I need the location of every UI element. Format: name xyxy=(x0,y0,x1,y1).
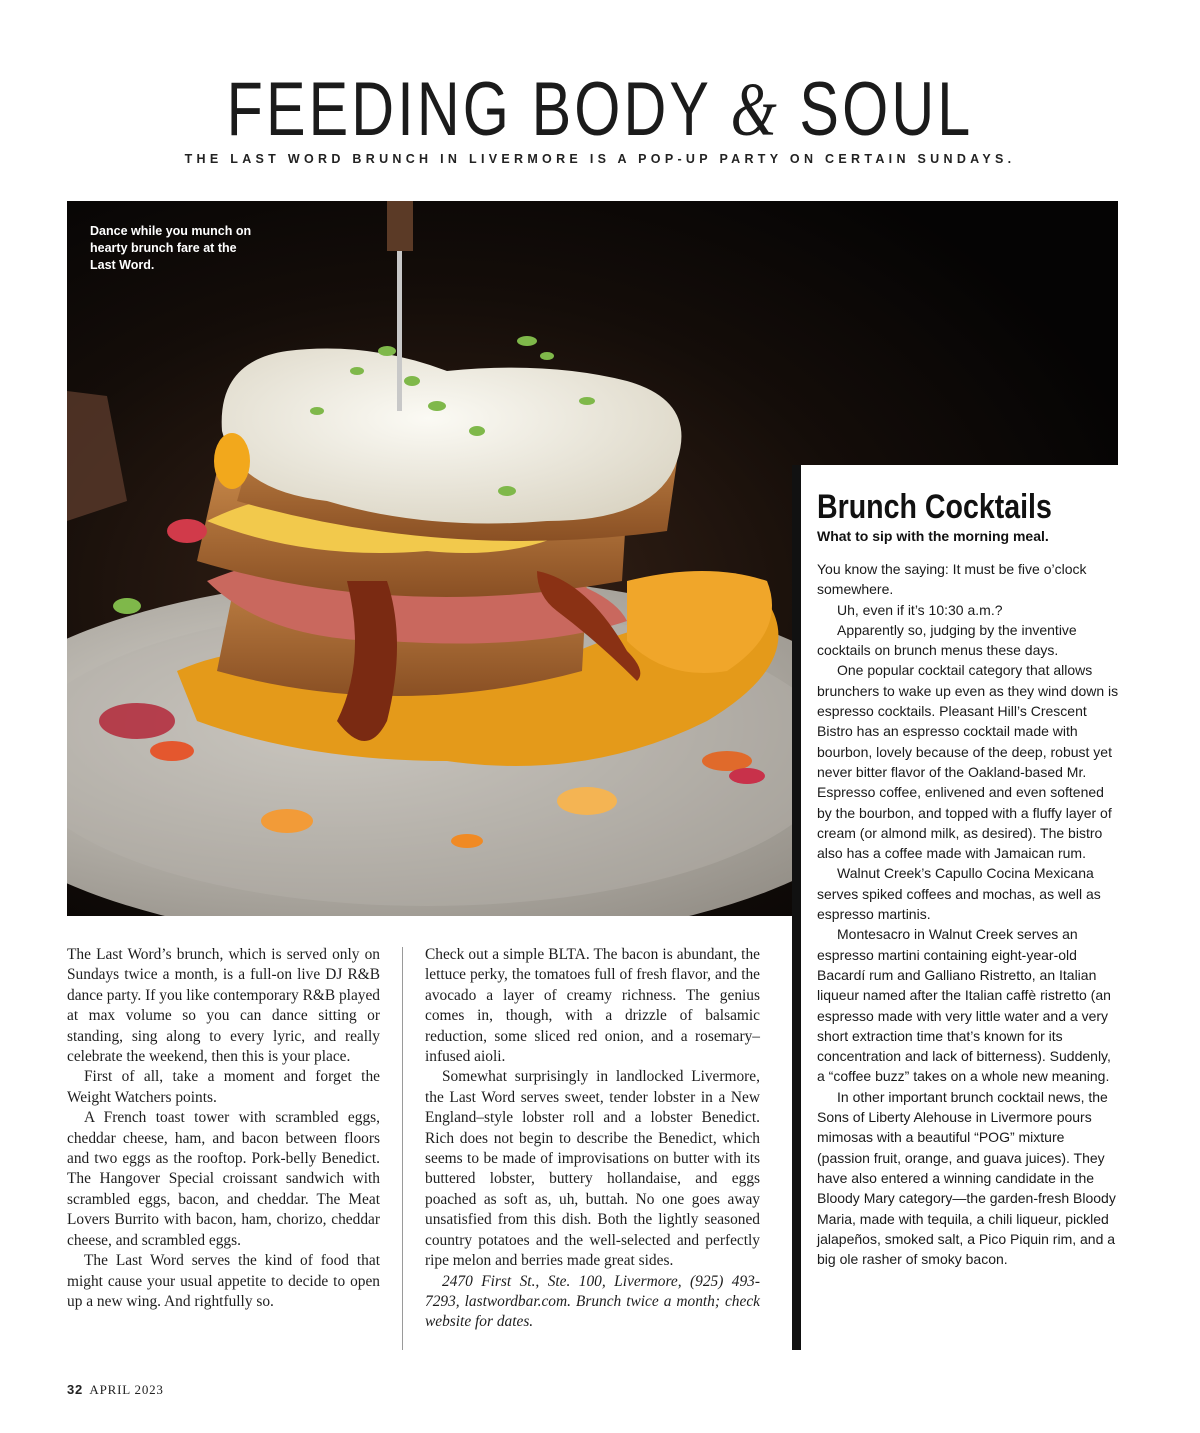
article-paragraph: Check out a simple BLTA. The bacon is abundant, the lettuce perky, the tomatoes full of fresh flavor, and the avocado a layer of creamy richness. The genius comes in, though, with a drizzle of balsamic reduction, some sliced red onion, and a rosemary–infused aioli. xyxy=(425,946,760,1066)
page-number: 32 xyxy=(67,1382,84,1397)
page-title xyxy=(132,67,1068,152)
sidebar-body xyxy=(817,559,1121,1269)
article-paragraph: Somewhat surprisingly in landlocked Livermore, the Last Word serves sweet, tender lobster in a New England–style lobster roll and a lobster Benedict. Rich does not begin to describe the Benedict, which seems to be made of improvisations on butter with its buttered lobster, buttery hollandaise, and eggs poached as soft as, uh, buttah. No one goes away unsatisfied from this dish. Both the lightly seasoned country potatoes and the well-selected and perfectly ripe melon and berries made great sides. xyxy=(425,1068,760,1270)
column-divider xyxy=(402,947,403,1350)
sidebar-paragraph: Montesacro in Walnut Creek serves an espresso martini containing eight-year-old Bacardí rum and Galliano Ristretto, an Italian liqueur named after the Italian caffè ristretto (an espresso made with very little water and a very short extraction time that’s known for its concentration and lack of bitterness). Suddenly, a “coffee buzz” takes on a whole new meaning. xyxy=(817,926,1111,1085)
title-ampersand: & xyxy=(730,68,780,152)
article-paragraph: A French toast tower with scrambled eggs, cheddar cheese, ham, and bacon between floors and two eggs as the rooftop. Pork-belly Benedict. The Hangover Special croissant sandwich with scrambled eggs, bacon, and cheddar. The Meat Lovers Burrito with bacon, ham, chorizo, cheddar cheese, and scrambled eggs. xyxy=(67,1109,380,1249)
deck-subtitle: THE LAST WORD BRUNCH IN LIVERMORE IS A POP-UP PARTY ON CERTAIN SUNDAYS. xyxy=(184,152,1016,166)
sidebar-paragraph: Uh, even if it’s 10:30 a.m.? xyxy=(837,601,1003,618)
issue-date: APRIL 2023 xyxy=(89,1382,164,1397)
sidebar-paragraph: In other important brunch cocktail news, the Sons of Liberty Alehouse in Livermore pours mimosas with a beautiful “POG” mixture (passion fruit, orange, and guava juices). They have also entered a winning candidate in the Bloody Mary category—the garden-fresh Bloody Maria, made with tequila, a chili liqueur, pickled jalapeños, smoked salt, a Pico Piquin rim, and a big ole rasher of smoky bacon. xyxy=(817,1088,1116,1268)
article-paragraph: First of all, take a moment and forget the Weight Watchers points. xyxy=(67,1068,380,1106)
cocktails-sidebar xyxy=(792,465,1118,1350)
article-paragraph: The Last Word’s brunch, which is served only on Sundays twice a month, is a full-on live DJ R&B dance party. If you like contemporary R&B played at max volume so you can dance sitting or standing, sing along to every lyric, and really celebrate the weekend, then this is your place. xyxy=(67,946,380,1066)
sidebar-heading: Brunch Cocktails xyxy=(817,488,1052,526)
article-paragraph: The Last Word serves the kind of food that might cause your usual appetite to decide to open up a new wing. And rightfully so. xyxy=(67,1252,380,1310)
title-part-1: FEEDING BODY xyxy=(226,67,711,152)
sidebar-paragraph: One popular cocktail category that allows brunchers to wake up even as they wind down is espresso cocktails. Pleasant Hill’s Crescent Bistro has an espresso cocktail made with bourbon, lovely because of the deep, robust yet never bitter flavor of the Oakland-based Mr. Espresso coffee, enlivened and even softened by the bourbon, and topped with a fluffy layer of cream (or almond milk, as desired). The bistro also has a coffee made with Jamaican rum. xyxy=(817,662,1119,862)
page-folio xyxy=(67,1382,164,1398)
photo-caption: Dance while you munch on hearty brunch fare at the Last Word. xyxy=(90,224,252,272)
article-column-2 xyxy=(425,945,760,1333)
sidebar-paragraph: Apparently so, judging by the inventive cocktails on brunch menus these days. xyxy=(817,621,1077,659)
sidebar-subheading: What to sip with the morning meal. xyxy=(817,528,1049,544)
article-column-1 xyxy=(67,945,380,1312)
title-part-2: SOUL xyxy=(799,67,974,152)
sidebar-paragraph: You know the saying: It must be five o’clock somewhere. xyxy=(817,561,1087,598)
restaurant-address: 2470 First St., Ste. 100, Livermore, (925) 493-7293, lastwordbar.com. Brunch twice a month; check website for dates. xyxy=(425,1272,760,1331)
sidebar-paragraph: Walnut Creek’s Capullo Cocina Mexicana serves spiked coffees and mochas, as well as espresso martinis. xyxy=(817,865,1101,923)
